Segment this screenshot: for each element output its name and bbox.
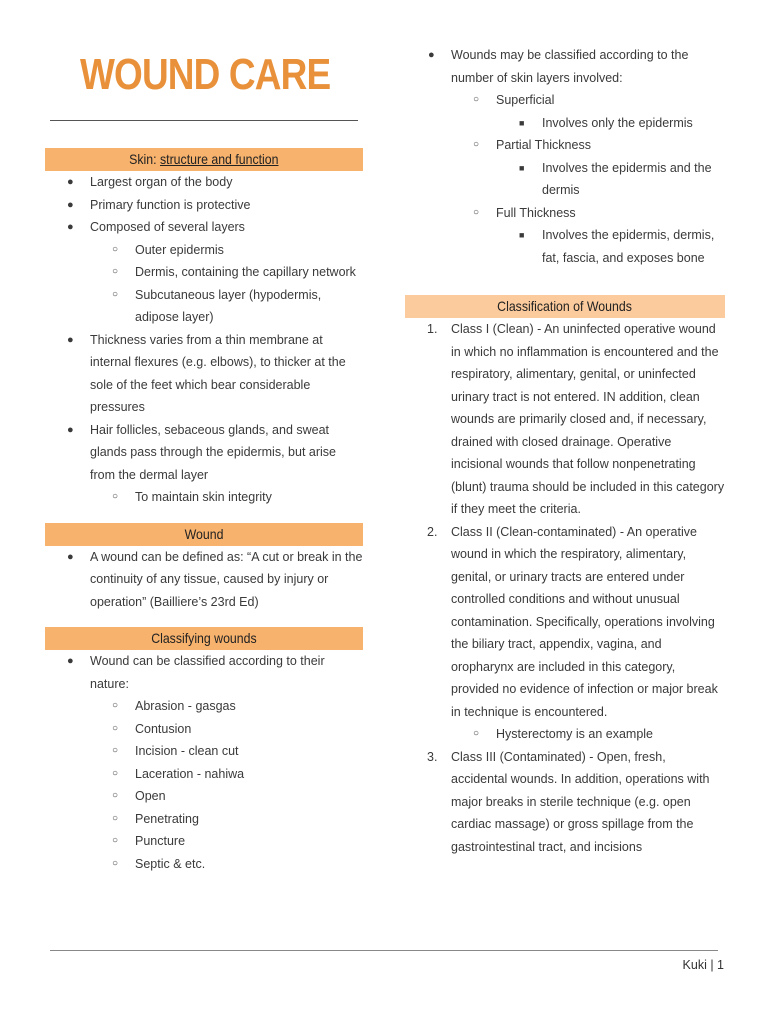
right-column (405, 44, 725, 858)
bullet-icon: ● (67, 655, 74, 667)
circle-icon: ○ (112, 767, 119, 779)
circle-icon: ○ (473, 206, 480, 218)
bullet-icon: ● (67, 198, 74, 211)
square-icon: ■ (519, 162, 525, 173)
numbered-item: 3. Class III (Contaminated) - Open, fresh, accidental wounds. In addition, operations with major breaks in sterile technique (e.g. open cardiac massage) or gross spillage from the gastrointestinal tract, and incisions (427, 749, 710, 854)
list-item: ○ Outer epidermis (45, 239, 363, 262)
circle-icon: ○ (112, 266, 119, 277)
circle-icon: ○ (473, 139, 480, 150)
footer-divider (50, 950, 718, 951)
list-item: ● Composed of several layers (45, 216, 363, 239)
page-title: WOUND CARE (80, 50, 331, 99)
circle-icon: ○ (112, 857, 119, 869)
skin-heading-link[interactable]: structure and function (160, 151, 279, 167)
circle-icon: ○ (112, 812, 119, 824)
list-item: ○ Partial Thickness (405, 134, 725, 157)
list-item: ● Thickness varies from a thin membrane at internal flexures (e.g. elbows), to thicker at the sole of the feet which bear considerable pressures (45, 329, 363, 419)
circle-icon: ○ (112, 491, 119, 502)
page-footer: Kuki | 1 (682, 958, 724, 972)
circle-icon: ○ (112, 700, 119, 711)
list-item: ○ Penetrating (45, 808, 363, 831)
list-item: ● Hair follicles, sebaceous glands, and sweat glands pass through the epidermis, but arise from the dermal layer (45, 419, 363, 487)
circle-icon: ○ (112, 835, 119, 846)
circle-icon: ○ (473, 728, 480, 739)
square-icon: ■ (519, 117, 525, 128)
list-item: ● Wounds may be classified according to the number of skin layers involved: (405, 44, 725, 89)
list-item: ○ Full Thickness (405, 202, 725, 225)
list-item: ○ Superficial (405, 89, 725, 112)
list-item: ○ Puncture (45, 830, 363, 853)
section-heading-classification: Classification of Wounds (405, 295, 725, 318)
list-item: ○ Open (45, 785, 363, 808)
bullet-icon: ● (67, 550, 74, 563)
list-item: ■ Involves only the epidermis (405, 112, 725, 135)
bullet-icon: ● (428, 49, 435, 61)
list-item: ○ Hysterectomy is an example (405, 723, 725, 746)
circle-icon: ○ (112, 722, 119, 734)
square-icon: ■ (519, 230, 525, 240)
bullet-icon: ● (67, 333, 74, 346)
numbered-item: 1. Class I (Clean) - An uninfected operative wound in which no inflammation is encountered and the respiratory, alimentary, genital, or uninfected urinary tract is not entered. IN addition, clean wounds are primarily closed and, if necessary, drained with closed drainage. Operative incisional wounds that follow nonpenetrating (blunt) trauma should be included in this category if they meet the criteria. (427, 322, 725, 516)
list-item: ■ Involves the epidermis and the dermis (405, 157, 725, 202)
list-item: ● Primary function is protective (45, 194, 363, 217)
list-item: ● Wound can be classified according to their nature: (45, 650, 363, 695)
list-item: ● Largest organ of the body (45, 171, 363, 194)
section-heading-skin (45, 148, 363, 171)
section-heading-classifying: Classifying wounds (45, 627, 363, 650)
circle-icon: ○ (112, 288, 119, 300)
list-item: ○ Laceration - nahiwa (45, 763, 363, 786)
bullet-icon: ● (67, 423, 74, 436)
circle-icon: ○ (112, 745, 119, 756)
numbered-item: 2. Class II (Clean-contaminated) - An operative wound in which the respiratory, alimentary, genital, or urinary tracts are entered under controlled conditions and without unusual contamination. Specifically, operations involving the biliary tract, appendix, vagina, and oropharynx are included in this category, provided no evidence of infection or major break in technique is encountered. (427, 524, 718, 719)
title-divider (50, 120, 358, 121)
list-item: ■ Involves the epidermis, dermis, fat, fascia, and exposes bone (405, 224, 725, 269)
list-item: ○ Abrasion - gasgas (45, 695, 363, 718)
circle-icon: ○ (473, 94, 480, 105)
list-item: ○ To maintain skin integrity (45, 486, 363, 509)
left-column (45, 148, 363, 875)
list-item: ○ Dermis, containing the capillary network (45, 261, 363, 284)
bullet-icon: ● (67, 176, 74, 188)
bullet-icon: ● (67, 221, 74, 233)
list-item: ● A wound can be defined as: “A cut or break in the continuity of any tissue, caused by injury or operation” (Bailliere’s 23rd Ed) (45, 546, 363, 614)
list-item: ○ Incision - clean cut (45, 740, 363, 763)
skin-heading-prefix: Skin: (129, 151, 161, 167)
list-item: ○ Subcutaneous layer (hypodermis, adipose layer) (45, 284, 363, 329)
circle-icon: ○ (112, 243, 119, 255)
section-heading-wound: Wound (45, 523, 363, 546)
list-item: ○ Contusion (45, 718, 363, 741)
list-item: ○ Septic & etc. (45, 853, 363, 876)
circle-icon: ○ (112, 790, 119, 801)
